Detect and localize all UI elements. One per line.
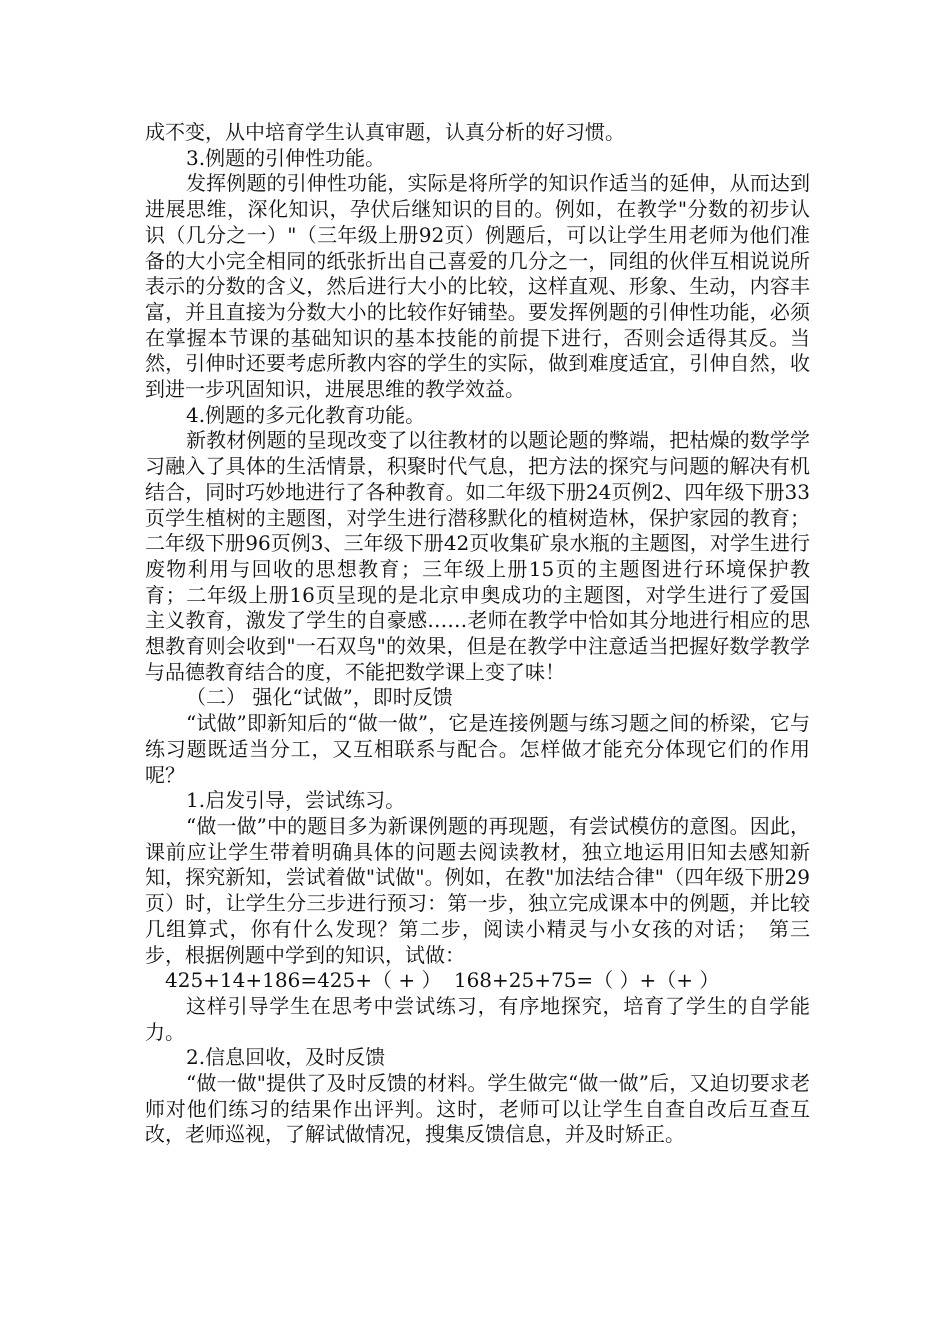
paragraph: 成不变，从中培育学生认真审题，认真分析的好习惯。 [145,120,625,144]
section-heading: （二） 强化“试做”，即时反馈 [186,685,453,710]
paragraph: “试做”即新知后的“做一做”，它是连接例题与练习题之间的桥梁，它与练习题既适当分工，又互相联系与配合。怎样做才能充分体现它们的作用呢？ [145,711,810,787]
section-heading: 4.例题的多元化教育功能。 [186,402,426,427]
formula-right: 168+25+75=（ ）+（+ ） [453,968,720,993]
formula-left: 425+14+186=425+（ + ） [165,968,442,993]
paragraph: “做一做"提供了及时反馈的材料。学生做完“做一做”后，又迫切要求老师对他们练习的结果作出评判。这时，老师可以让学生自查自改后互查互改，老师巡视，了解试做情况，搜集反馈信息，并及时矫正。 [145,1071,810,1147]
section-heading: 2.信息回收，及时反馈 [186,1045,386,1070]
paragraph: 这样引导学生在思考中尝试练习，有序地探究，培育了学生的自学能力。 [145,993,810,1044]
section-heading: 1.启发引导，尝试练习。 [186,788,406,813]
section-heading: 3.例题的引伸性功能。 [186,145,386,170]
paragraph: 发挥例题的引伸性功能，实际是将所学的知识作适当的延伸，从而达到进展思维，深化知识，孕伏后继知识的目的。例如，在教学"分数的初步认识（几分之一）"（三年级上册92页）例题后，可以让学生用老师为他们准备的大小完全相同的纸张折出自己喜爱的几分之一，同组的伙伴互相说说所表示的分数的含义，然后进行大小的比较，这样直观、形象、生动，内容丰富，并且直接为分数大小的比较作好铺垫。要发挥例题的引伸性功能，必须在掌握本节课的基础知识的基本技能的前提下进行，否则会适得其反。当然，引伸时还要考虑所教内容的学生的实际，做到难度适宜，引伸自然，收到进一步巩固知识，进展思维的教学效益。 [145,171,810,402]
document-body [145,120,810,1148]
paragraph: 新教材例题的呈现改变了以往教材的以题论题的弊端，把枯燥的数学学习融入了具体的生活情景，积聚时代气息，把方法的探究与问题的解决有机结合，同时巧妙地进行了各种教育。如二年级下册24页例2、四年级下册33页学生植树的主题图，对学生进行潜移默化的植树造林，保护家园的教育；二年级下册96页例3、三年级下册42页收集矿泉水瓶的主题图，对学生进行废物利用与回收的思想教育；三年级上册15页的主题图进行环境保护教育；二年级上册16页呈现的是北京申奥成功的主题图，对学生进行了爱国主义教育，激发了学生的自豪感……老师在教学中恰如其分地进行相应的思想教育则会收到"一石双鸟"的效果，但是在教学中注意适当把握好数学教学与品德教育结合的度，不能把数学课上变了味！ [145,428,810,684]
paragraph: “做一做”中的题目多为新课例题的再现题，有尝试模仿的意图。因此，课前应让学生带着明确具体的问题去阅读教材，独立地运用旧知去感知新知，探究新知，尝试着做"试做"。例如，在教"加法结合律"（四年级下册29页）时，让学生分三步进行预习：第一步，独立完成课本中的例题，并比较几组算式，你有什么发现？第二步，阅读小精灵与小女孩的对话； 第三步，根据例题中学到的知识，试做： [145,813,810,967]
formula-line [145,968,810,994]
